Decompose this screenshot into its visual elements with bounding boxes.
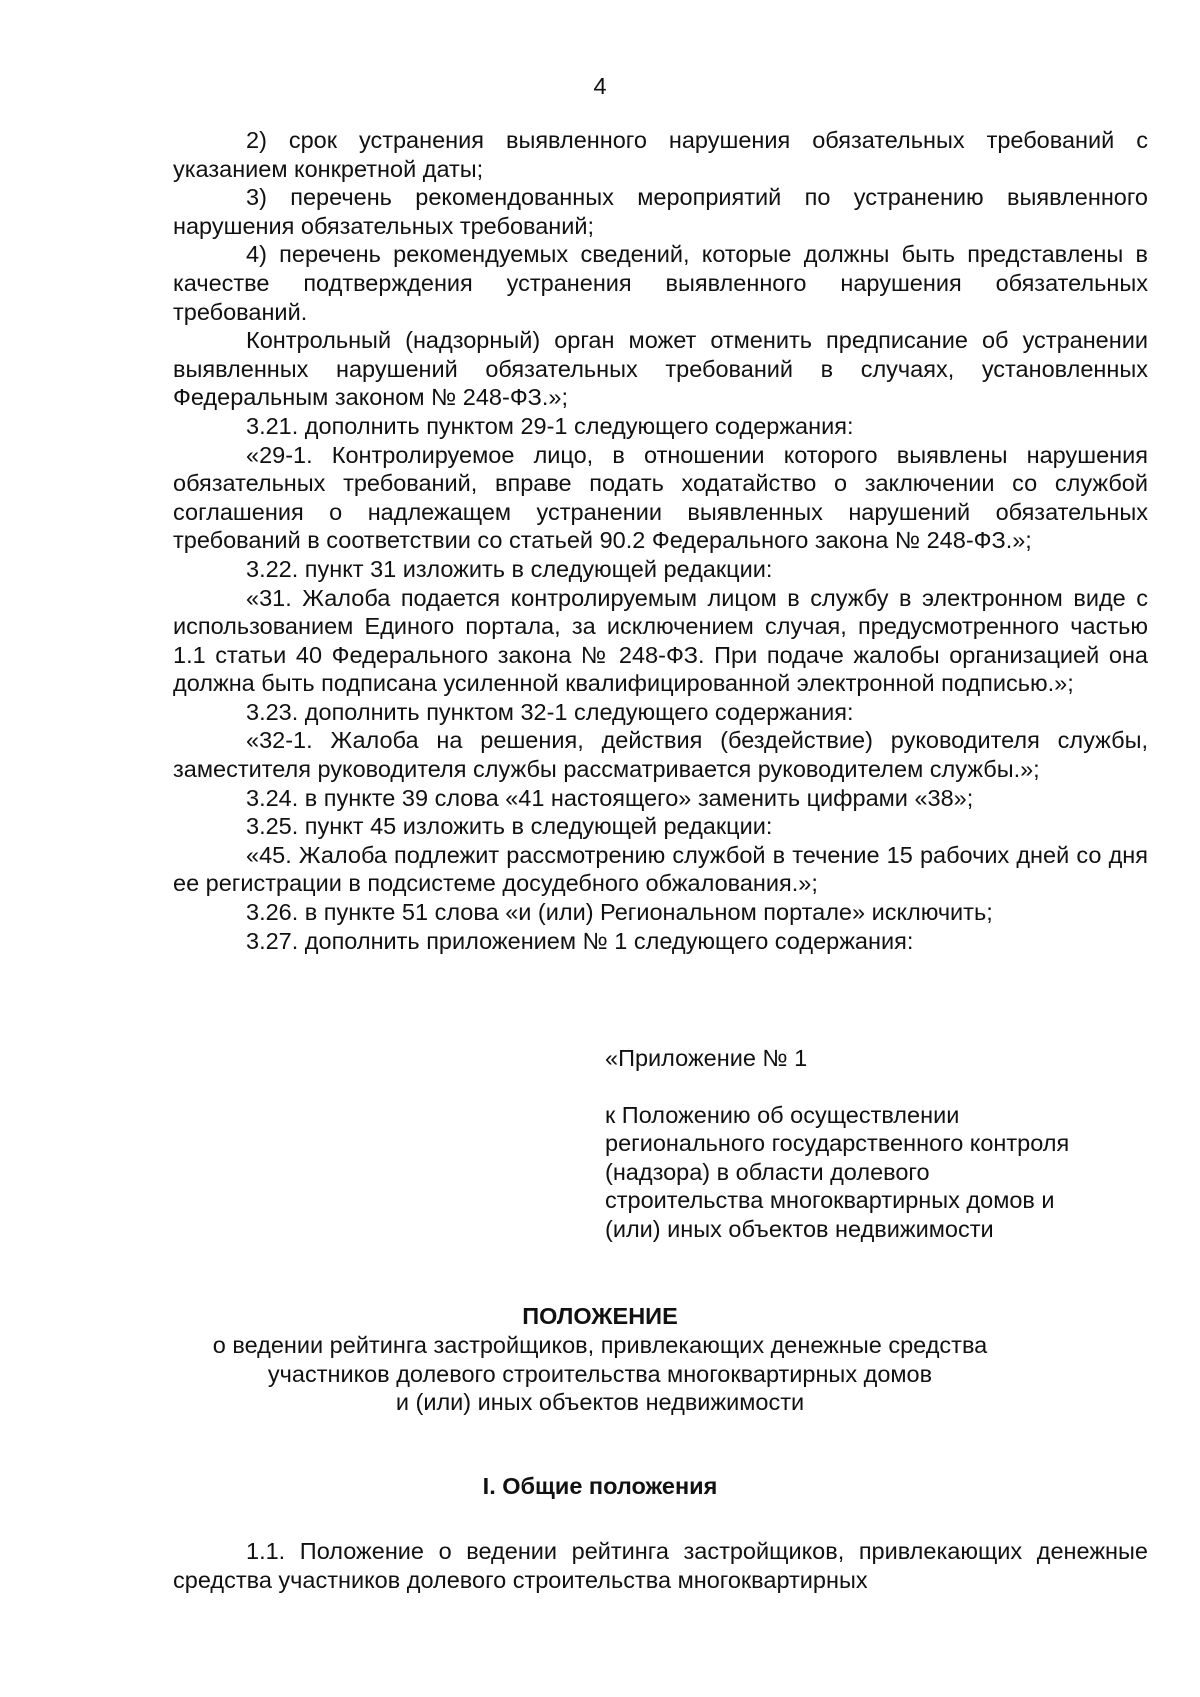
- appendix-line: к Положению об осуществлении: [605, 1101, 960, 1128]
- paragraph-information: 4) перечень рекомендуемых сведений, которые должны быть представлены в качестве подтверждения устранения выявленного нарушения обязательных требований.: [173, 241, 1148, 325]
- appendix-line: (или) иных объектов недвижимости: [605, 1215, 994, 1242]
- paragraph-deadline: 2) срок устранения выявленного нарушения обязательных требований с указанием конкретной даты;: [173, 127, 1148, 182]
- paragraph-32-1: «32-1. Жалоба на решения, действия (бездействие) руководителя службы, заместителя руководителя службы рассматривается руководителем службы.»;: [173, 727, 1148, 783]
- amendments-text: [173, 126, 1148, 955]
- paragraph-3-27: 3.27. дополнить приложением № 1 следующего содержания:: [246, 927, 914, 954]
- subtitle-line: о ведении рейтинга застройщиков, привлекающих денежные средства: [212, 1332, 988, 1358]
- document-subtitle: [0, 1331, 1200, 1417]
- paragraph-1-1: 1.1. Положение о ведении рейтинга застройщиков, привлекающих денежные средства участников долевого строительства многоквартирных: [173, 1538, 1148, 1593]
- paragraph-31: «31. Жалоба подается контролируемым лицом в службу в электронном виде с использованием Единого портала, за исключением случая, предусмотренного частью 1.1 статьи 40 Федерального закона № 248-ФЗ. При подаче жалобы организацией она должна быть подписана усиленной квалифицированной электронной подписью.»;: [173, 584, 1148, 697]
- section-text: [173, 1537, 1148, 1594]
- appendix-line: строительства многоквартирных домов и: [605, 1187, 1055, 1214]
- section-heading: I. Общие положения: [482, 1473, 718, 1499]
- paragraph-cancel-order: Контрольный (надзорный) орган может отменить предписание об устранении выявленных нарушений обязательных требований в случаях, установленных Федеральным законом № 248-ФЗ.»;: [173, 327, 1148, 411]
- paragraph-3-21: 3.21. дополнить пунктом 29-1 следующего содержания:: [246, 412, 854, 439]
- paragraph-measures: 3) перечень рекомендованных мероприятий по устранению выявленного нарушения обязательных требований;: [173, 184, 1148, 239]
- subtitle-line: и (или) иных объектов недвижимости: [395, 1389, 805, 1416]
- appendix-title: «Приложение № 1: [605, 1045, 808, 1071]
- appendix-line: регионального государственного контроля: [605, 1130, 1070, 1157]
- appendix-header: [605, 1044, 1165, 1244]
- paragraph-3-25: 3.25. пункт 45 изложить в следующей редакции:: [246, 813, 773, 840]
- page-number: 4: [593, 73, 607, 99]
- paragraph-3-24: 3.24. в пункте 39 слова «41 настоящего» заменить цифрами «38»;: [246, 784, 974, 811]
- paragraph-29-1: «29-1. Контролируемое лицо, в отношении которого выявлены нарушения обязательных требований, вправе подать ходатайство о заключении со службой соглашения о надлежащем устранении выявленных нарушений обязательных требований в соответствии со статьей 90.2 Федерального закона № 248-ФЗ.»;: [173, 441, 1148, 554]
- subtitle-line: участников долевого строительства многоквартирных домов: [267, 1360, 933, 1387]
- appendix-line: (надзора) в области долевого: [605, 1158, 930, 1185]
- paragraph-3-26: 3.26. в пункте 51 слова «и (или) Региональном портале» исключить;: [246, 899, 993, 926]
- paragraph-3-23: 3.23. дополнить пунктом 32-1 следующего содержания:: [246, 698, 854, 725]
- document-title: ПОЛОЖЕНИЕ: [522, 1303, 678, 1329]
- paragraph-45: «45. Жалоба подлежит рассмотрению службой в течение 15 рабочих дней со дня ее регистрации в подсистеме досудебного обжалования.»;: [173, 841, 1148, 897]
- paragraph-3-22: 3.22. пункт 31 изложить в следующей редакции:: [246, 555, 773, 582]
